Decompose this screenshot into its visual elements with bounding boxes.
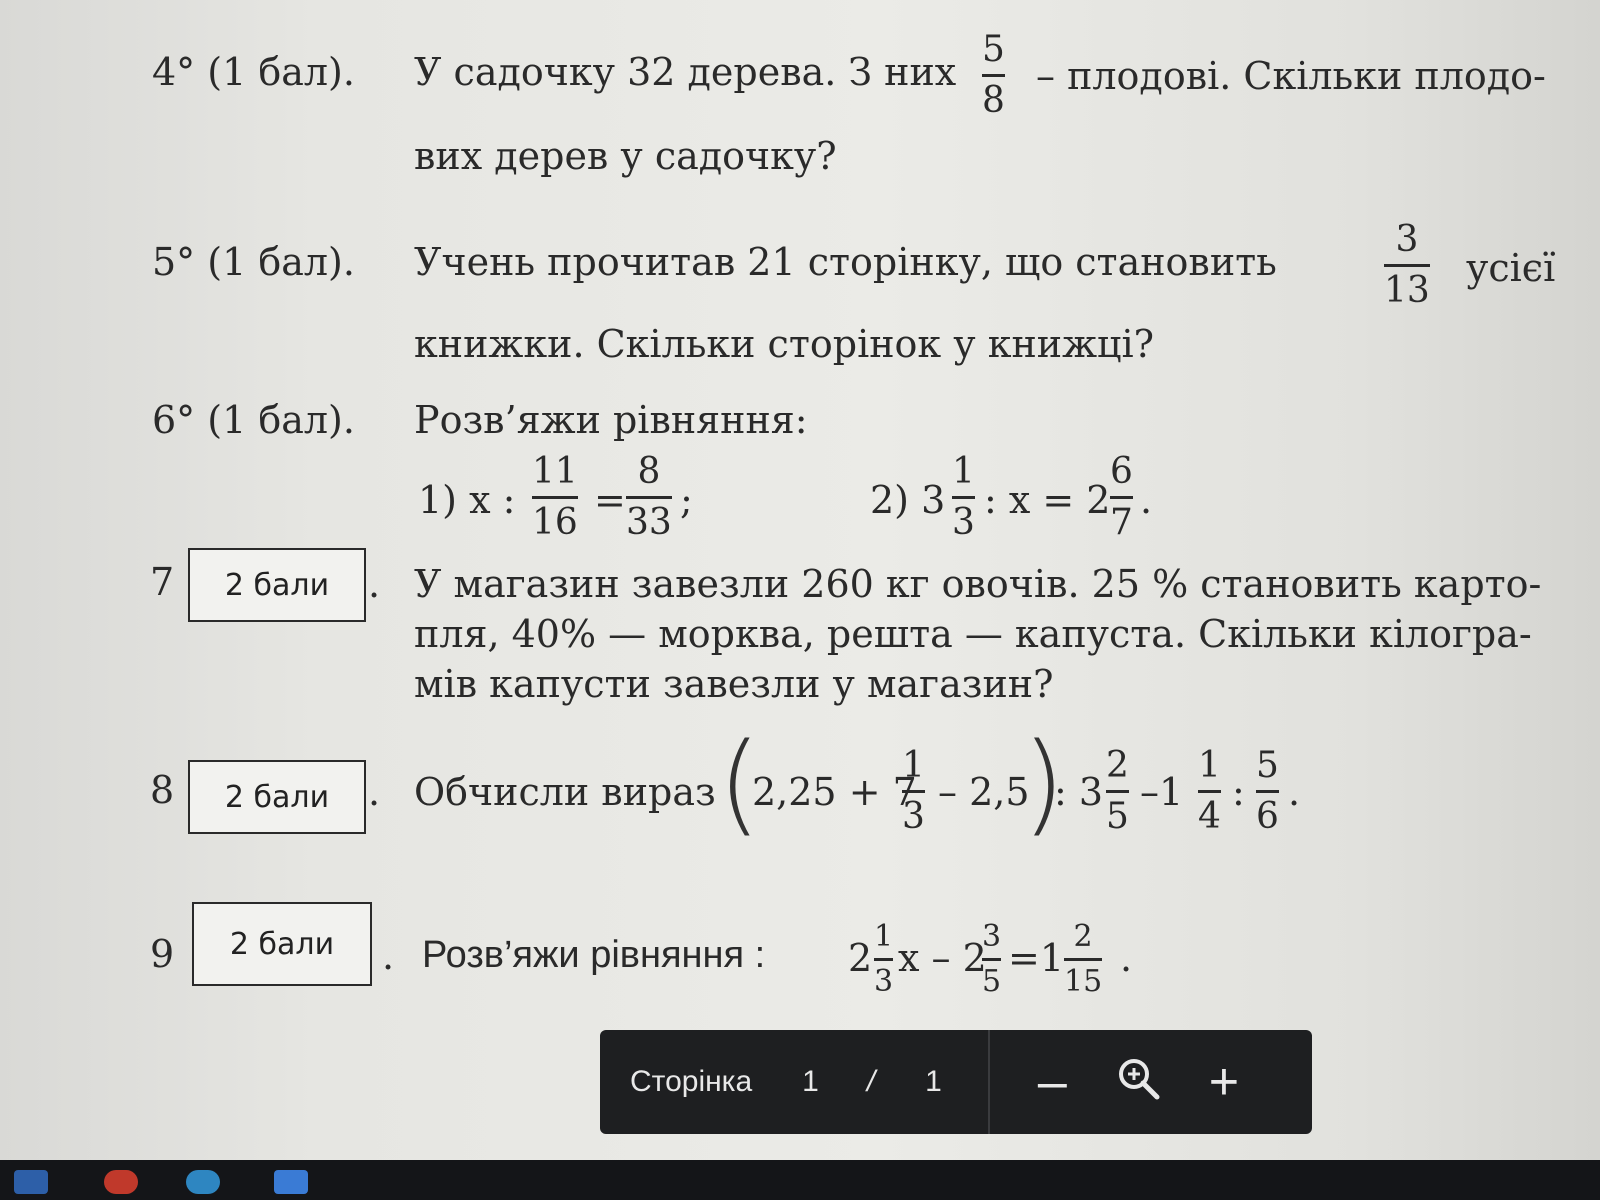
expr-part-a: 2,25 + 7	[752, 770, 917, 814]
open-paren: (	[718, 719, 761, 847]
task-7-line-2: пля, 40% — морква, решта — капуста. Скільки кілогра-	[414, 612, 1532, 656]
task-6-text: Розв’яжи рівняння:	[414, 398, 808, 442]
eq-end: .	[1120, 936, 1133, 980]
eq1-fraction-2: 8 33	[626, 451, 672, 543]
zoom-icon[interactable]	[1115, 1055, 1161, 1110]
task-5-fraction	[1384, 219, 1430, 311]
zoom-out-button[interactable]: –	[1037, 1053, 1067, 1111]
page-label: Сторінка	[630, 1065, 753, 1098]
numerator: 3	[1395, 219, 1419, 260]
eq-part-a: 2	[848, 936, 873, 980]
numerator: 5	[982, 29, 1005, 70]
pdf-viewer-toolbar	[600, 1030, 1312, 1134]
task-7-line-1: У магазин завезли 260 кг овочів. 25 % становить карто-	[414, 562, 1542, 606]
expr-fraction-4: 5 6	[1256, 745, 1279, 837]
denominator: 13	[1384, 270, 1430, 311]
taskbar	[0, 1160, 1600, 1200]
task-5-label: 5° (1 бал).	[152, 240, 355, 284]
task-7-number: 7	[150, 560, 175, 604]
browser-icon[interactable]	[104, 1170, 138, 1194]
eq1-end: ;	[680, 478, 693, 522]
eq2-prefix: 2) 3	[870, 478, 946, 522]
total-pages: 1	[925, 1065, 942, 1098]
denominator: 8	[982, 80, 1005, 121]
task-8-dot: .	[368, 770, 381, 814]
current-page-input[interactable]: 1	[802, 1065, 819, 1098]
task-8-text: Обчисли вираз	[414, 770, 716, 814]
eq2-fraction-2: 6 7	[1110, 451, 1133, 543]
close-paren: )	[1022, 719, 1065, 847]
task-4-text-line2: вих дерев у садочку?	[414, 134, 837, 178]
points-badge: 2 бали	[188, 548, 366, 622]
eq1-prefix: 1) x :	[418, 478, 516, 522]
task-9-dot: .	[382, 934, 395, 978]
expr-part-c: : 3	[1054, 770, 1104, 814]
task-4-text-cont: – плодові. Скільки плодо-	[1036, 54, 1546, 98]
eq-fraction-1: 1 3	[874, 919, 894, 999]
eq2-fraction-1: 1 3	[952, 451, 975, 543]
mail-icon[interactable]	[274, 1170, 308, 1194]
task-7-dot: .	[368, 562, 381, 606]
task-8-number: 8	[150, 768, 175, 812]
zoom-in-button[interactable]: +	[1208, 1053, 1240, 1111]
eq-part-b: x – 2	[898, 936, 987, 980]
camera-app-icon[interactable]	[14, 1170, 48, 1194]
task-5-text: Учень прочитав 21 сторінку, що становить	[414, 240, 1277, 284]
task-4-fraction	[982, 29, 1005, 121]
task-9-number: 9	[150, 932, 175, 976]
expr-fraction-3: 1 4	[1198, 745, 1221, 837]
page-separator: /	[866, 1065, 876, 1098]
task-4-text: У садочку 32 дерева. З них	[414, 50, 957, 94]
expr-end: .	[1288, 770, 1301, 814]
task-4-label: 4° (1 бал).	[152, 50, 355, 94]
expr-part-b: – 2,5	[938, 770, 1030, 814]
expr-part-d: –1	[1140, 770, 1184, 814]
task-6-label: 6° (1 бал).	[152, 398, 355, 442]
task-5-text-cont: усієї	[1466, 246, 1556, 290]
eq-fraction-2: 3 5	[982, 919, 1002, 999]
toolbar-divider	[988, 1030, 990, 1134]
task-7-line-3: мів капусти завезли у магазин?	[414, 662, 1054, 706]
points-badge: 2 бали	[192, 902, 372, 986]
points-badge: 2 бали	[188, 760, 366, 834]
eq-fraction-3: 2 15	[1064, 919, 1103, 999]
expr-fraction-2: 2 5	[1106, 745, 1129, 837]
eq-part-c: =1	[1008, 936, 1065, 980]
task-9-text: Розв’яжи рівняння :	[422, 934, 766, 976]
eq1-equals: =	[594, 478, 626, 522]
task-5-text-line2: книжки. Скільки сторінок у книжці?	[414, 322, 1155, 366]
eq1-fraction-1: 11 16	[532, 451, 578, 543]
eq2-middle: : x = 2	[984, 478, 1111, 522]
expr-part-e: :	[1232, 770, 1245, 814]
telegram-icon[interactable]	[186, 1170, 220, 1194]
expr-fraction-1: 1 3	[902, 745, 925, 837]
eq2-end: .	[1140, 478, 1153, 522]
